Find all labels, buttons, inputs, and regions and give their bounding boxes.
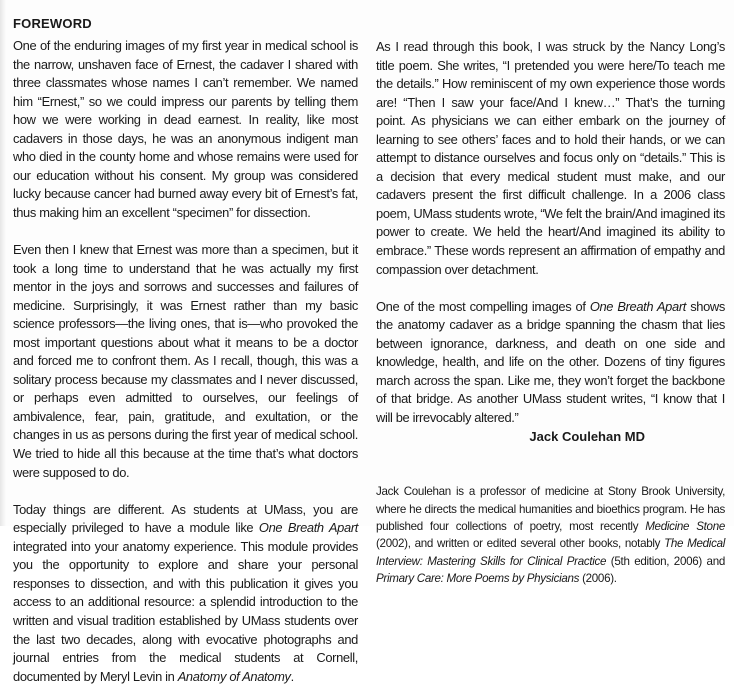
page-gutter-shadow xyxy=(0,0,6,526)
book-title-one-breath-apart: One Breath Apart xyxy=(258,520,358,536)
paragraph-3-text-a: Today things are different. As students at UMass, you are especially privileged to have a module like xyxy=(13,501,358,536)
paragraph-spacer xyxy=(376,446,725,483)
paragraph-spacer xyxy=(13,222,358,241)
paragraph-5-text-b: shows the anatomy cadaver as a bridge spanning the chasm that lies between ignorance, darkness, and death on one side and knowledge, health, and life on the other. Dozens of tiny figures march across the span. Like me, they won’t forget the backbone of that bridge. As another UMass student writes, “I know that I will be irrevocably altered.” xyxy=(376,298,725,425)
paragraph-3-text-b: integrated into your anatomy experience. This module provides you the opportunity to explore and share your personal responses to dissection, and with this publication it gives you access to an additional resource: a splendid introduction to the written and visual tradition established by UMass students over the last two decades, along with evocative photographs and journal entries from the medical students at Cornell, documented by Meryl Levin in xyxy=(13,538,358,684)
book-title-one-breath-apart: One Breath Apart xyxy=(589,298,686,314)
paragraph-spacer xyxy=(13,482,358,501)
left-column xyxy=(13,10,358,686)
bio-text-d: (2006). xyxy=(579,571,617,585)
paragraph-spacer xyxy=(376,279,725,298)
bio-text-c: (5th edition, 2006) and xyxy=(606,554,725,568)
book-title-primary-care: Primary Care: More Poems by Physicians xyxy=(376,571,580,585)
foreword-title: FOREWORD xyxy=(13,16,92,31)
right-column xyxy=(376,38,725,587)
paragraph-4: As I read through this book, I was struck by the Nancy Long’s title poem. She writes, “I pretended you were here/To teach me the details.” How reminiscent of my own experience those words are! “Then I saw your face/And I knew…” That’s the turning point. As physicians we can either embark on the journey of learning to see others’ faces and to hold their hands, or we can attempt to distance ourselves and focus only on “details.” This is a decision that every medical student must make, and our cadavers present the first difficult challenge. In a 2006 class poem, UMass students wrote, “We felt the brain/And imagined its power to create. We held the heart/And imagined its ability to embrace.” These words represent an affirmation of empathy and compassion over detachment. xyxy=(376,39,725,277)
bio-text-a: Jack Coulehan is a professor of medicine at Stony Brook University, where he directs the medical humanities and bioethics program. He has published four collections of poetry, most recently xyxy=(376,485,725,534)
book-title-medicine-stone: Medicine Stone xyxy=(645,520,725,534)
paragraph-3-text-c: . xyxy=(290,668,294,684)
bio-text-b: (2002), and written or edited several other books, notably xyxy=(376,537,665,551)
paragraph-5 xyxy=(376,298,725,428)
book-title-medical-interview: The Medical Interview: Mastering Skills for Clinical Practice xyxy=(376,537,725,568)
book-title-anatomy-of-anatomy: Anatomy of Anatomy xyxy=(177,668,291,684)
paragraph-1: One of the enduring images of my first year in medical school is the narrow, unshaven face of Ernest, the cadaver I shared with three classmates whose names I can’t remember. We named him “Ernest,” so we could impress our parents by telling them how we were working in dead earnest. In reality, like most cadavers in those days, he was an anonymous indigent man who died in the county home and whose remains were used for our education without his consent. My group was considered lucky because cancer had burned away every bit of Ernest’s fat, thus making him an excellent “specimen” for dissection. xyxy=(13,38,358,220)
author-signature: Jack Coulehan MD xyxy=(529,429,645,445)
paragraph-2: Even then I knew that Ernest was more than a specimen, but it took a long time to understand that he was actually my first mentor in the joys and sorrows and successes and failures of medicine. Surprisingly, it was Ernest rather than my basic science professors—the living ones, that is—who provoked the most important questions about what it means to be a doctor and forced me to confront them. As I recall, though, this was a solitary process because my classmates and I never discussed, or perhaps even admitted to ourselves, our feelings of ambivalence, fear, pain, gratitude, and exultation, or the changes in us as persons during the first year of medical school. We tried to hide all this because at the time that’s what doctors were supposed to do. xyxy=(13,242,358,480)
paragraph-5-text-a: One of the most compelling images of xyxy=(376,298,590,314)
author-bio xyxy=(376,483,725,587)
paragraph-3 xyxy=(13,501,358,686)
